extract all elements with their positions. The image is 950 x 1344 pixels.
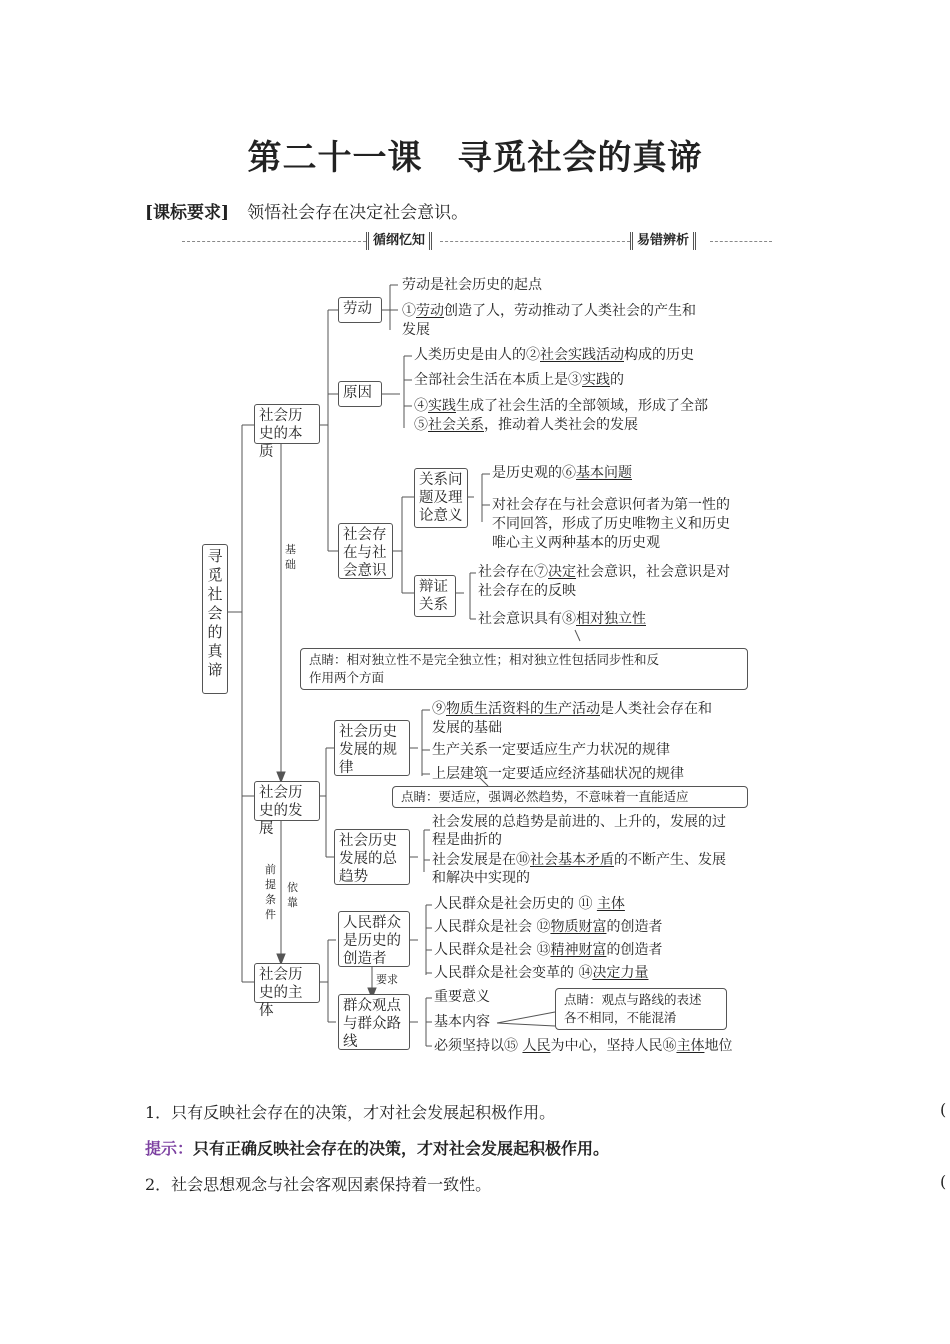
guilv-line2: 发展的基础 [432, 720, 502, 736]
hint-1: 提示：只有正确反映社会存在的决策，才对社会发展起积极作用。 [145, 1139, 610, 1158]
node-qunzhong: 人民群众是历史的创造者 [338, 911, 410, 967]
node-b1: 社会历史的本质 [254, 404, 320, 444]
node-guilv: 社会历史发展的规律 [334, 720, 410, 776]
question-2: 2．社会思想观念与社会客观因素保持着一致性。 [145, 1175, 492, 1194]
guilv-line3: 生产关系一定要适应生产力状况的规律 [432, 742, 670, 758]
guanxi-line1: 是历史观的⑥基本问题 [492, 465, 632, 481]
guilv-line1: ⑨物质生活资料的生产活动是人类社会存在和 [432, 701, 712, 717]
guilv-line4: 上层建筑一定要适应经济基础状况的规律 [432, 766, 684, 782]
edge-label-jichu: 基础 [285, 543, 296, 571]
guanxi-line4: 唯心主义两种基本的历史观 [492, 535, 660, 551]
yuanyin-line1: 人类历史是由人的②社会实践活动构成的历史 [414, 347, 694, 363]
bianzheng-line3: 社会意识具有⑧相对独立性 [478, 611, 646, 627]
yuanyin-line4: ⑤社会关系，推动着人类社会的发展 [414, 417, 638, 433]
node-bianzheng: 辩证关系 [414, 575, 456, 617]
guanxi-line2: 对社会存在与社会意识何者为第一性的 [492, 497, 730, 513]
qushi-line2: 程是曲折的 [432, 832, 502, 848]
note-b1: 点睛：相对独立性不是完全独立性；相对独立性包括同步性和反 作用两个方面 [300, 648, 748, 690]
requirement-tag: [课标要求] [145, 203, 230, 223]
luxian-line3: 必须坚持以⑮ 人民为中心，坚持人民⑯主体地位 [434, 1038, 733, 1054]
node-luxian: 群众观点与群众路线 [338, 994, 410, 1050]
bianzheng-line2: 社会存在的反映 [478, 583, 576, 599]
node-b2: 社会历史的发展 [254, 781, 320, 821]
note-b3: 点睛：观点与路线的表述 各不相同，不能混淆 [555, 988, 727, 1030]
yuanyin-line3: ④实践生成了社会生活的全部领域，形成了全部 [414, 398, 708, 414]
edge-label-yaoqiu: 要求 [376, 973, 398, 986]
question-1-paren: ( [940, 1100, 947, 1119]
yuanyin-line2: 全部社会生活在本质上是③实践的 [414, 372, 624, 388]
requirement-text: 领悟社会存在决定社会意识。 [247, 203, 469, 223]
node-guanxi: 关系问题及理论意义 [414, 468, 468, 528]
section-left-label: 循纲忆知 [366, 232, 432, 250]
laodong-line2: ①劳动创造了人，劳动推动了人类社会的产生和 [402, 303, 696, 319]
bianzheng-line1: 社会存在⑦决定社会意识，社会意识是对 [478, 564, 730, 580]
question-2-paren: ( [940, 1172, 947, 1191]
luxian-line1: 重要意义 [434, 989, 490, 1005]
note-b2: 点睛：要适应，强调必然趋势，不意味着一直能适应 [392, 786, 748, 808]
node-b3: 社会历史的主体 [254, 963, 320, 1003]
qunzhong-line4: 人民群众是社会变革的 ⑭决定力量 [434, 965, 649, 981]
qushi-line1: 社会发展的总趋势是前进的、上升的，发展的过 [432, 814, 726, 830]
guanxi-line3: 不同回答，形成了历史唯物主义和历史 [492, 516, 730, 532]
node-qushi: 社会历史发展的总趋势 [334, 829, 410, 885]
edge-label-qiantitiaojian: 前提条件 [265, 863, 276, 921]
laodong-line1: 劳动是社会历史的起点 [402, 277, 542, 293]
node-yuanyin: 原因 [338, 381, 382, 407]
question-1: 1．只有反映社会存在的决策，才对社会发展起积极作用。 [145, 1103, 556, 1122]
luxian-line2: 基本内容 [434, 1014, 490, 1030]
node-cunzai: 社会存在与社会意识 [338, 523, 393, 579]
qunzhong-line1: 人民群众是社会历史的 ⑪ 主体 [434, 896, 625, 912]
node-laodong: 劳动 [338, 297, 382, 323]
qunzhong-line2: 人民群众是社会 ⑫物质财富的创造者 [434, 919, 663, 935]
qunzhong-line3: 人民群众是社会 ⑬精神财富的创造者 [434, 942, 663, 958]
laodong-line3: 发展 [402, 322, 430, 338]
section-right-label: 易错辨析 [630, 232, 696, 250]
qushi-line4: 和解决中实现的 [432, 870, 530, 886]
qushi-line3: 社会发展是在⑩社会基本矛盾的不断产生、发展 [432, 852, 726, 868]
mindmap-root: 寻觅社会的真谛 [202, 544, 228, 694]
page-title: 第二十一课 寻觅社会的真谛 [247, 138, 703, 178]
edge-label-yikao: 依靠 [287, 881, 298, 909]
